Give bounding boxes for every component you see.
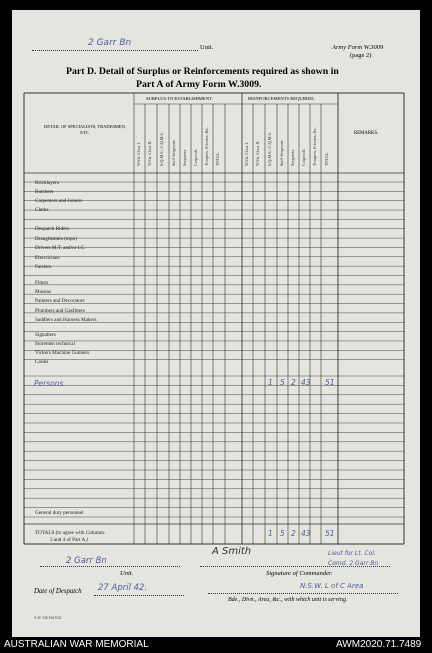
row-label: Cooks (35, 359, 49, 365)
row-label: Vickers Machine Gunners (35, 350, 90, 356)
signature-title-line2: Comd. 2 Garr Bn (328, 560, 379, 567)
commander-signature: A Smith (212, 546, 252, 557)
surplus-column-header: W.Os. Class II. (147, 140, 152, 166)
row-label: Saddlers and Harness Makers (35, 317, 97, 323)
row-label: Bricklayers (35, 180, 59, 186)
surplus-column-header: Corporals (193, 149, 198, 166)
totals-total: 51 (325, 529, 335, 538)
signature-title-line1: Lieut for Lt. Col. (328, 550, 376, 557)
surplus-column-header: Troopers, Privates, &c. (204, 127, 209, 166)
date-value: 27 April 42. (98, 583, 148, 593)
surplus-column-header: Staff-Sergeants (171, 140, 176, 166)
reinforcement-column-header: Corporals (301, 149, 306, 166)
general-duty-label: General duty personnel (35, 510, 84, 516)
header-unit-value: 2 Garr Bn (88, 38, 132, 48)
reinforcement-group-header: REINFORCEMENTS REQUIRED. (248, 96, 315, 101)
surplus-column-header: Sergeants (182, 149, 187, 166)
row-label: Draughtsmen (topo) (35, 236, 77, 242)
reinforcement-column-header: Staff-Sergeants (279, 140, 284, 166)
footer-unit-underline (40, 566, 180, 567)
page-title-line1: Part D. Detail of Surplus or Reinforcements required as shown in (66, 66, 339, 77)
totals-label-line2: 3 and 4 of Part A.) (50, 537, 89, 543)
remarks-column-header: REMARKS. (354, 131, 379, 136)
reinforcement-column-header: Sergeants (290, 149, 295, 166)
row-label: Masons (35, 289, 52, 295)
footer-unit-label: Unit. (120, 570, 134, 577)
reinforcement-column-header: TOTAL. (324, 151, 329, 166)
header-unit-label: Unit. (200, 44, 214, 51)
row-label: Fitters (35, 280, 49, 286)
row-label: Painters and Decorators (35, 298, 85, 304)
totals-label-line1: TOTALS (to agree with Columns (35, 530, 105, 536)
persons-value: 43 (301, 378, 311, 387)
page-title-line2: Part A of Army Form W.3009. (136, 79, 262, 90)
row-label: Despatch Riders (35, 226, 70, 232)
area-value: N.S.W. L of C Area (300, 582, 364, 590)
signature-underline (200, 566, 390, 567)
surplus-group-header: SURPLUS TO ESTABLISHMENT. (146, 96, 213, 101)
area-underline (208, 593, 398, 594)
detail-column-header: DETAIL OF SPECIALISTS, TRADESMEN, ETC. (43, 124, 127, 135)
date-underline (94, 595, 184, 596)
row-label: Drivers M.T. and/or I.C. (35, 245, 86, 251)
surplus-column-header: S.Q.M.S.: C.Q.M.S. (159, 132, 164, 166)
reinforcement-column-header: Troopers, Privates, &c. (312, 127, 317, 166)
totals-value: 5 (280, 529, 285, 538)
archive-name: AUSTRALIAN WAR MEMORIAL (4, 639, 149, 650)
row-label: Signallers (35, 332, 56, 338)
handwritten-row-label: Persons (34, 379, 64, 388)
row-label: Storemen technical (35, 341, 75, 347)
archive-accession: AWM2020.71.7489 (336, 639, 422, 650)
reinforcement-column-header: S.Q.M.S.: C.Q.M.S. (267, 132, 272, 166)
reinforcement-column-header: W.Os. Class I. (244, 142, 249, 166)
persons-value: 5 (280, 378, 285, 387)
row-label: Electricians (35, 255, 60, 261)
print-code: A.W. 346 16d 8/42 (34, 616, 62, 620)
persons-value: 1 (268, 378, 273, 387)
form-reference: Army Form W.3009 (332, 44, 384, 51)
row-label: Butchers (35, 189, 54, 195)
area-label: Bde., Divn., Area, &c., with which unit is serving. (228, 597, 348, 603)
surplus-column-header: W.Os. Class I. (136, 142, 141, 166)
persons-total: 51 (325, 378, 335, 387)
reinforcement-column-header: W.Os. Class II. (255, 140, 260, 166)
row-label: Plumbers and Gasfitters (35, 308, 85, 314)
persons-value: 2 (291, 378, 296, 387)
date-label: Date of Despatch (34, 588, 82, 595)
totals-value: 43 (301, 529, 311, 538)
totals-value: 2 (291, 529, 296, 538)
row-label: Clerks (35, 207, 49, 213)
signature-label: Signature of Commander. (266, 570, 333, 577)
form-page-ref: (page 2) (350, 52, 372, 59)
footer-unit-value: 2 Garr Bn (66, 556, 107, 566)
totals-value: 1 (268, 529, 273, 538)
row-label: Farriers (35, 264, 52, 270)
surplus-column-header: TOTAL. (215, 151, 220, 166)
row-label: Carpenters and Joiners (35, 198, 83, 204)
